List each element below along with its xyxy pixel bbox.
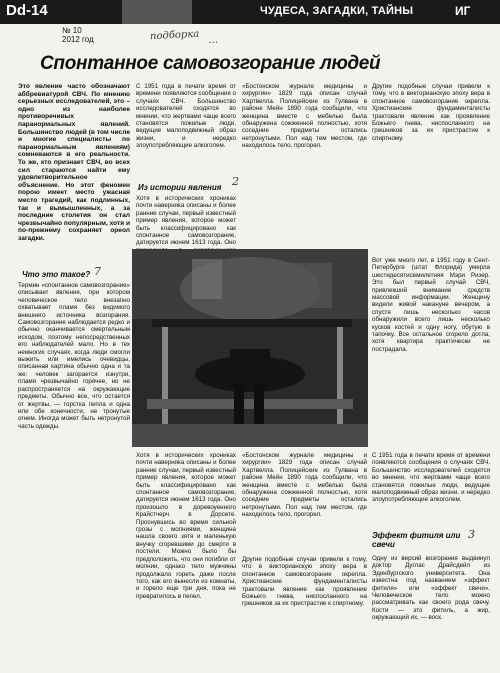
- section7-heading: Эффект фитиля или свечи: [372, 531, 461, 549]
- section1-heading: Что это такое?: [22, 270, 91, 279]
- article-title: Спонтанное самовозгорание людей: [40, 53, 381, 74]
- section2-heading: Из истории явления: [138, 183, 222, 192]
- rubric-label: ЧУДЕСА, ЗАГАДКИ, ТАЙНЫ: [260, 5, 414, 17]
- column3-lower-text: «Бостонском журнале медицины и хирургии» 1829 года описан случай Хартвелла. Полицейские из Гулвана в районе Мейн 1890 года сообщили, что женщина вместе с мебелью была обнаружена сожженной полностью, хотя соседние предметы остались нетронутыми. Пол над тем местом, где находилось тело, прогорел.: [242, 452, 367, 519]
- handwritten-mark-2: 2: [232, 175, 239, 188]
- header-bar: [0, 0, 500, 24]
- section4-text: Другие подобные случаи привели к тому, что в викторианскую эпоху вера в спонтанное самовозгорание окрепла. Христианские фундаменталисты трактовали явление как проявление Божьего гнева, ниспосланного на грешников за их пристрастие к спиртному.: [242, 556, 367, 608]
- burned-room-illustration: [132, 249, 368, 447]
- section-code: Dd-14: [6, 2, 48, 19]
- article-photo: [132, 249, 368, 447]
- section7-text: Одну из версий возгорания выдвинул доктор Дуглас Драйсдейл из Эдинбургского университета. Она известна под названием «эффект фитиля» или «эффект свечи». Человеческое тело можно рассматривать как своего рода свечу. Кости — это фитиль, а жир, окружающий их, — воск.: [372, 555, 490, 622]
- issue-year: 2012 год: [62, 35, 94, 44]
- header-photo: [122, 0, 192, 24]
- section2-text: Хотя в исторических хрониках почти наверняка описаны и более ранние случаи, первый известный пример явления, которое может быть классифицировано как спонтанное самовозгорание, датируется июнем 1613 года. Оно: [136, 195, 236, 247]
- article-lead: Это явление часто обозначают аббревиатурой СВЧ. По мнению серьезных исследователей, это – одно из наиболее противоречивых паранормальных явлений. Большинство людей (в том числе и многие специалисты по паранормальным явлениям) сомневаются в его реальности. То же, кто признает СВЧ, во всех сил стараются найти ему удовлетворительное объяснение. Но этот феномен порою имеет место ужасная место трагедий, как подлинных, так и вымышленных, а за последние столетия он стал чрезвычайно популярным, хотя и по-прежнему сохраняет ореол загадки.: [18, 83, 130, 242]
- issue-number: № 10: [62, 26, 82, 35]
- handwritten-note-right: …: [207, 34, 221, 47]
- section6-text: С 1951 года в печати время от времени появляются сообщения о случаях СВЧ. Большинство исследователей сходятся во мнении, что жертвами чаще всего становятся пожилые люди, ведущие малоподвижный образ жизни, и нередко злоупотребляющие алкоголем.: [372, 452, 490, 504]
- column2-text: С 1951 года в печати время от времени появляются сообщения о случаях СВЧ. Большинство исследователей сходятся во мнении, что жертвами чаще всего становятся пожилые люди, ведущие малоподвижный образ жизни, и нередко злоупотребляющие алкоголем.: [136, 83, 236, 150]
- publication-label: ИГ: [455, 4, 471, 18]
- issue-info: [62, 26, 94, 44]
- handwritten-mark-1: 7: [94, 265, 101, 278]
- column2-lower-text: Хотя в исторических хрониках почти наверняка описаны и более ранние случаи, первый известный пример явления, которое может быть классифицировано как спонтанное самовозгорание, датируется июнем 1613 года. Оно произошло в доревоуенного Крайстчерч в Дорсете. Проснувшись во время сильной грозы с молниями, женщина нашла своего зятя и маленькую внучку сгоревшими до смерти в постели. Можно было бы предположить, что они погибли от молнии, однако тело мужчины продолжало гореть даже после того, как его вынесли из комнаты, и горело еще три дня, пока не превратилось в пепел.: [136, 452, 236, 600]
- section1-text: Термин «спонтанное самовозгорание» описывает явление, при котором человеческое тело внезапно охватывает пламя без видимого внешнего источника возгорания. Самовозгорание наблюдается редко и обычно оканчивается смертельным исходом, поэтому непосредственных его наблюдателей мало. Но в тех немногих случаях, когда люди смогли выжить или имелись очевидцы, описанная картина обычно одна и та же: человек загорается изнутри, пламя чрезвычайно горячее, но не распространяется на окружающие предметы. Обычно все, что остается от жертвы, — горстка пепла и одна или обе конечности, не тронутые огнем. Иногда может быть нетронутой часть одежды.: [18, 282, 130, 430]
- handwritten-mark-3: 3: [468, 528, 475, 541]
- section5-text: Вот уже много лет, в 1951 году в Сент-Петербурге (штат Флорида) умерла шестидесятисемилетняя Мэри Ризер. Это был первый случай СВЧ, привлекший внимание средств массовой информации. Женщину видели живой накануне вечером, а спустя лишь несколько часов обнаружили всего лишь несколько кусков костей и одну ногу, обутую в тапочку. Все остальное сгорело дотла, хотя квартира практически не пострадала.: [372, 257, 490, 353]
- handwritten-note-left: подборка: [149, 28, 200, 43]
- column4-upper-text: Другие подобные случаи привели к тому, что в викторианскую эпоху вера в спонтанное самовозгорание окрепла. Христианские фундаменталисты трактовали явление как проявление Божьего гнева, ниспосланного на грешников за их пристрастие к спиртному.: [372, 83, 490, 142]
- column3-text: «Бостонском журнале медицины и хирургии» 1829 года описан случай Хартвелла. Полицейские из Гулвана в районе Мейн 1890 года сообщили, что женщина вместе с мебелью была обнаружена сожженной полностью, хотя соседние предметы остались нетронутыми. Пол над тем местом, где находилось тело, прогорел.: [242, 83, 367, 150]
